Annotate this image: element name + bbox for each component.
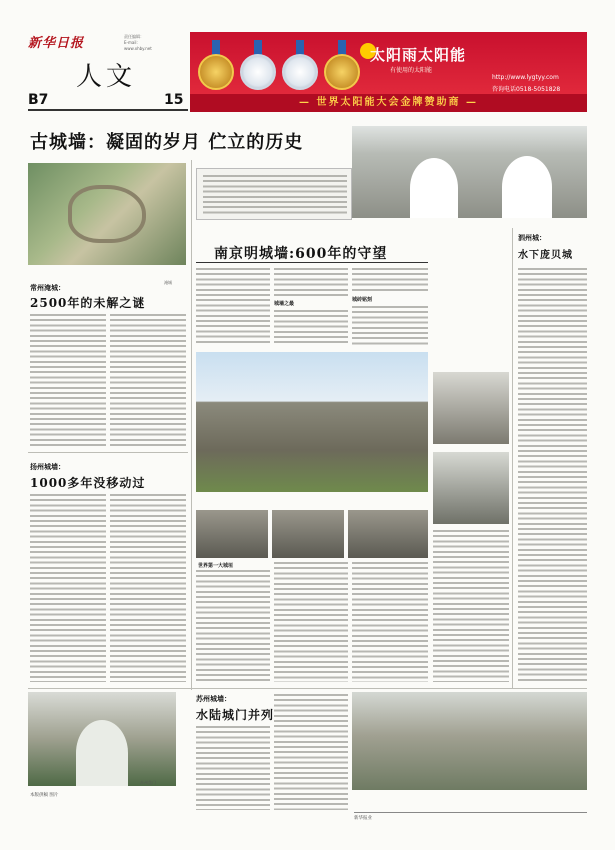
changzhou-subhead: 2500年的未解之谜 [30, 296, 146, 310]
article-body [110, 494, 186, 682]
medal-icon [282, 54, 318, 90]
column-divider [191, 160, 192, 690]
ad-phone: 咨询电话0518-5051828 [492, 86, 561, 93]
ad-slogan: — 世界太阳能大会金牌赞助商 — [190, 94, 587, 112]
medals-graphic [196, 40, 366, 100]
section-divider [28, 688, 587, 689]
section-title: 人文 [76, 62, 137, 92]
aerial-city-photo [28, 163, 186, 265]
suzhou-gate-photo [28, 692, 176, 786]
article-body [196, 570, 270, 682]
article-body [30, 494, 106, 682]
gate-photo [348, 510, 428, 558]
column-divider [512, 228, 513, 688]
medal-icon [240, 54, 276, 90]
article-body [30, 314, 106, 446]
nanjing-title: 南京明城墙:600年的守望 [214, 246, 388, 262]
ad-url[interactable]: http://www.lygtyy.com [492, 74, 559, 81]
page-number-left: B7 [28, 92, 49, 108]
photo-caption: 苏州盘门 [140, 780, 156, 785]
yangzhou-kicker: 扬州城墙： [30, 463, 65, 471]
article-body [196, 268, 270, 346]
article-body [352, 562, 428, 682]
suzhou-kicker: 苏州城墙： [196, 695, 231, 703]
meta-line: 责任编辑： [124, 34, 144, 39]
nanjing-subsection: 世界第一大城垣 [198, 563, 234, 569]
medal-icon [324, 54, 360, 90]
ad-brand-sub: 有使用的太阳能 [390, 67, 433, 74]
ad-brand: 太阳雨太阳能 [370, 46, 467, 64]
masthead [28, 32, 188, 110]
column-divider [28, 452, 188, 453]
photo-caption: 淹城 [164, 280, 172, 285]
article-body [110, 314, 186, 446]
arch-shape [502, 156, 552, 218]
main-headline: 古城墙：凝固的岁月 伫立的历史 [30, 132, 304, 153]
page-footer: 新华报业 [354, 812, 587, 821]
article-body [274, 694, 348, 810]
medal-icon [198, 54, 234, 90]
arch-shape [410, 158, 458, 218]
wall-photo [433, 452, 509, 524]
article-body [433, 530, 509, 682]
arch-shape [76, 720, 128, 786]
article-body [196, 726, 270, 810]
article-body [274, 268, 348, 298]
yangzhou-subhead: 1000多年没移动过 [30, 476, 146, 490]
nanjing-subsection: 城墙之最 [274, 301, 295, 307]
city-wall-photo [196, 352, 428, 492]
changzhou-kicker: 常州淹城： [30, 284, 65, 292]
nanjing-subsection: 城砖铭刻 [352, 297, 373, 303]
article-body [518, 268, 587, 682]
sizhou-subhead: 水下庞贝城 [518, 250, 573, 261]
credit-line: 本版供稿 图片 [30, 793, 59, 798]
gate-photo [272, 510, 344, 558]
gate-photo [196, 510, 268, 558]
newspaper-logo: 新华日报 [28, 36, 85, 51]
meta-line: www.xhby.net [124, 46, 152, 51]
suzhou-subhead: 水陆城门并列 [196, 708, 275, 722]
intro-text [203, 175, 347, 215]
meta-line: E-mail： [124, 40, 141, 45]
article-body [352, 306, 428, 346]
wall-photo [433, 372, 509, 444]
sizhou-kicker: 泗州城： [518, 234, 546, 242]
article-body [352, 268, 428, 294]
suzhou-waterway-photo [352, 692, 587, 790]
page-number-right: 15 [164, 92, 184, 108]
intro-box [196, 168, 352, 220]
masthead-rule [28, 109, 188, 111]
city-gate-photo [352, 126, 587, 218]
title-rule [196, 262, 428, 263]
advertisement-banner[interactable] [190, 32, 587, 112]
article-body [274, 310, 348, 346]
article-body [274, 562, 348, 682]
